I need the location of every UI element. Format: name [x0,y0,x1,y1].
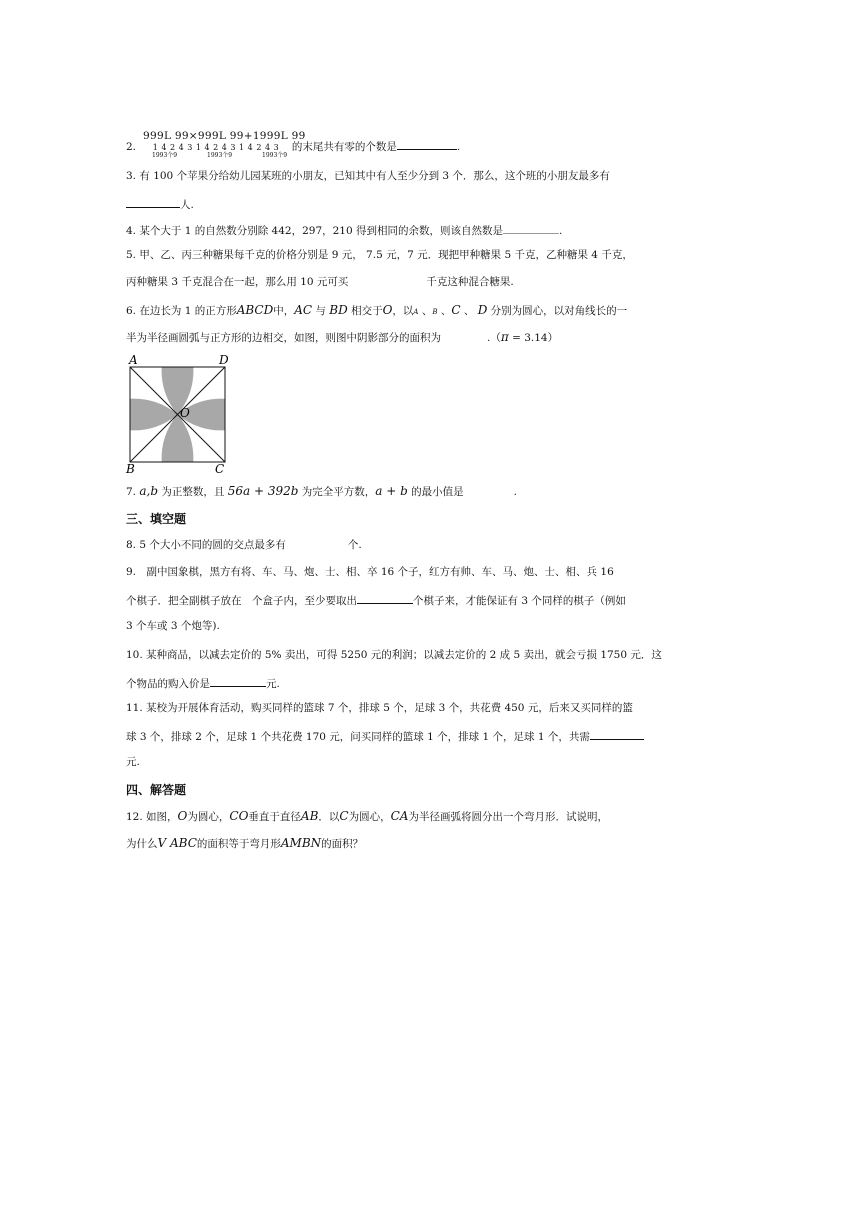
q9-answer-blank[interactable] [357,592,413,604]
label-a: A [129,353,138,367]
question-2: 2. 1 4 2 4 3 1 4 2 4 3 1 4 2 4 3 的末尾共有零的个数是 . [126,138,460,155]
question-4: 4. 某个大于 1 的自然数分别除 442，297，210 得到相同的余数，则该自然数是 . [126,222,562,238]
question-7: 7. a,b 为正整数，且 56a + 392b 为完全平方数，a + b 的最小值是 . [126,484,517,498]
label-c: C [215,462,225,475]
question-5-line-1: 5. 甲、乙、丙三种糖果每千克的价格分别是 9 元， 7.5 元，7 元．现把甲种糖果 5 千克，乙种糖果 4 千克， [126,249,633,261]
question-11-line-2: 球 3 个，排球 2 个，足球 1 个共花费 170 元，问买同样的篮球 1 个，排球 1 个，足球 1 个，共需 [126,728,644,744]
q4-answer-blank[interactable] [503,222,559,234]
question-11-line-1: 11. 某校为开展体育活动，购买同样的篮球 7 个，排球 5 个，足球 3 个，共花费 450 元，后来又买同样的篮 [126,702,633,714]
section-fill-in-title: 三、填空题 [126,512,187,526]
q2-text: 的末尾共有零的个数是 [291,141,397,153]
q3-answer-blank[interactable] [126,196,180,208]
question-8: 8. 5 个大小不同的圆的交点最多有 个. [126,539,362,551]
q2-answer-blank[interactable] [397,138,457,150]
question-3-line-1: 3. 有 100 个苹果分给幼儿园某班的小朋友，已知其中有人至少分到 3 个．那么，这个班的小朋友最多有 [126,170,610,182]
section-answer-title: 四、解答题 [126,783,187,797]
q2-brace-expr: 1 4 2 4 3 1 4 2 4 3 1 4 2 4 3 [152,143,280,152]
q10-answer-blank[interactable] [210,675,266,687]
q2-number: 2. [126,141,137,153]
label-b: B [126,462,135,475]
question-9-line-1: 9. 副中国象棋，黑方有将、车、马、炮、士、相、卒 16 个子，红方有帅、车、马、炮、士、相、兵 16 [126,566,614,578]
question-6-line-2: 半为半径画圆弧与正方形的边相交，如图，则图中阴影部分的面积为 .（π = 3.14） [126,330,559,344]
question-9-line-2: 个棋子．把全副棋子放在 个盒子内，至少要取出 个棋子来，才能保证有 3 个同样的棋子（例如 [126,592,626,608]
q2-top-expression: 999L 99×999L 99+1999L 99 [143,130,306,142]
question-11-line-3: 元. [126,756,140,768]
question-10-line-2: 个物品的购入价是 元. [126,675,280,691]
question-5-line-2: 丙种糖果 3 千克混合在一起，那么用 10 元可买 千克这种混合糖果. [126,276,514,288]
question-9-line-3: 3 个车或 3 个炮等). [126,620,220,632]
question-3-line-2: 人. [126,196,194,212]
label-o: O [180,406,190,420]
question-10-line-1: 10. 某种商品，以减去定价的 5% 卖出，可得 5250 元的利润；以减去定价的 2 成 5 卖出，就会亏损 1750 元．这 [126,649,662,661]
label-d: D [219,353,229,367]
q11-answer-blank[interactable] [590,728,644,740]
question-6-line-1: 6. 在边长为 1 的正方形ABCD中，AC 与 BD 相交于O，以A 、B 、C 、 D 分别为圆心，以对角线长的一 [126,303,628,317]
question-12-line-2: 为什么V ABC的面积等于弯月形AMBN的面积？ [126,836,364,850]
question-12-line-1: 12. 如图，O为圆心，CO垂直于直径AB．以C为圆心，CA为半径画弧将圆分出一个弯月形．试说明， [126,809,608,823]
square-arcs-figure [122,351,232,475]
